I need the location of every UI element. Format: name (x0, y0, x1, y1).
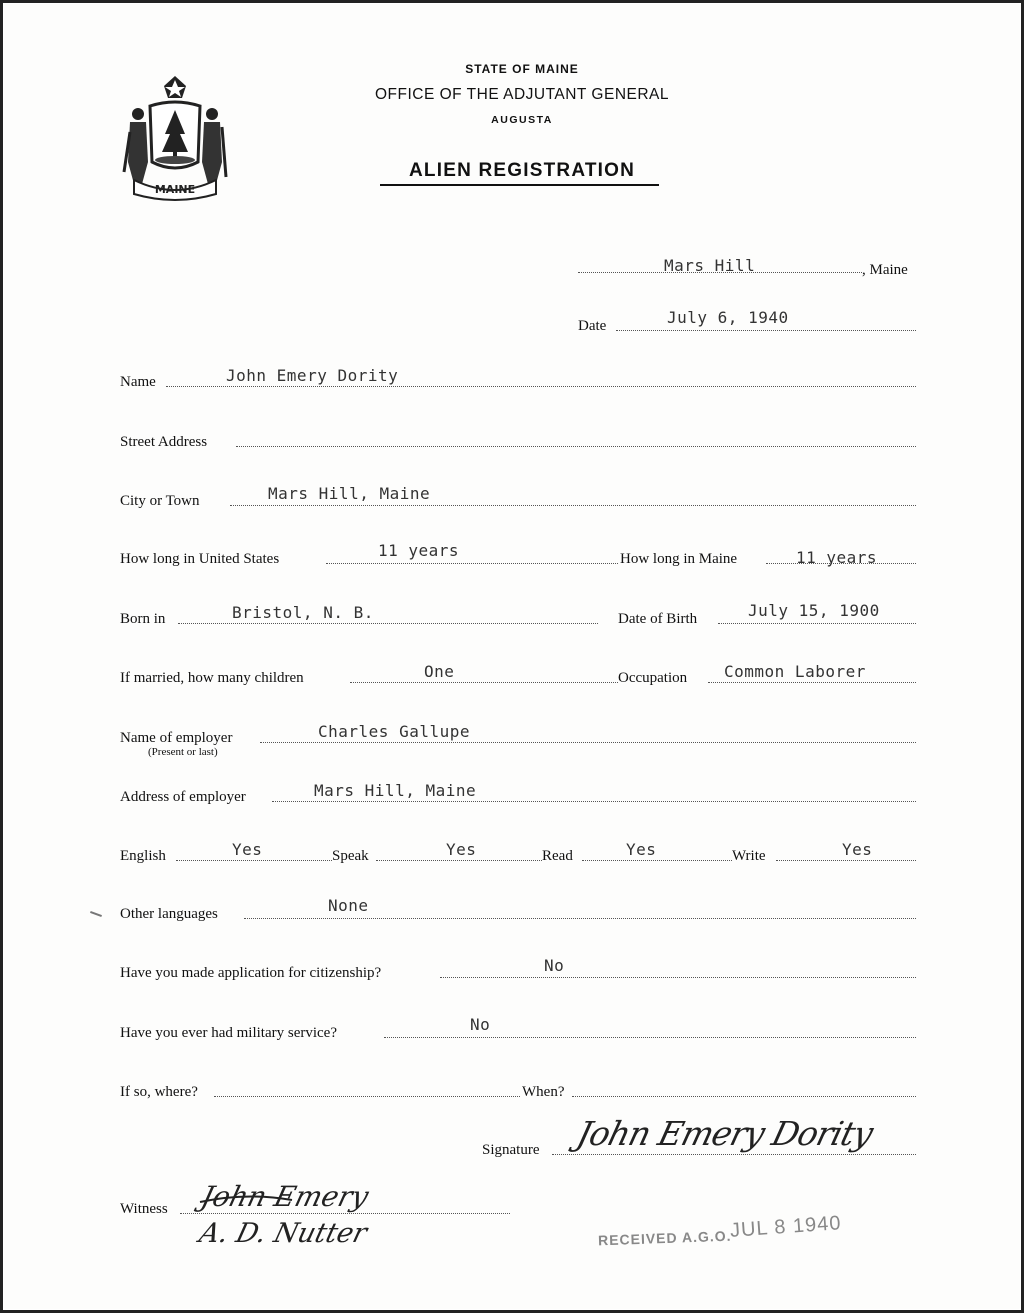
children-label: If married, how many children (120, 670, 304, 686)
date-line (616, 330, 916, 331)
witness-label: Witness (120, 1201, 168, 1217)
speak-label: Speak (332, 848, 369, 864)
witness-signature-2[interactable]: A. D. Nutter (196, 1218, 370, 1249)
svg-text:MAINE: MAINE (154, 183, 196, 196)
children-value[interactable]: One (424, 662, 455, 681)
citizenship-value[interactable]: No (544, 956, 565, 975)
witness-signature-1[interactable]: John Emery (197, 1180, 372, 1213)
street-label: Street Address (120, 434, 208, 450)
english-label: English (120, 848, 166, 864)
employer-label: Name of employer (120, 730, 233, 746)
read-value[interactable]: Yes (626, 840, 657, 859)
other-languages-label: Other languages (120, 906, 218, 922)
employer-line (260, 742, 916, 743)
write-line (776, 860, 916, 861)
citizenship-line (440, 977, 916, 978)
employer-address-label: Address of employer (120, 789, 246, 805)
employer-address-value[interactable]: Mars Hill, Maine (314, 781, 477, 800)
children-line (350, 682, 618, 683)
where-label: If so, where? (120, 1084, 198, 1100)
military-line (384, 1037, 916, 1038)
how-long-us-line (326, 563, 618, 564)
header-city: AUGUSTA (491, 114, 553, 126)
english-line (176, 860, 332, 861)
street-line (236, 446, 916, 447)
dob-value[interactable]: July 15, 1900 (748, 601, 880, 620)
born-in-label: Born in (120, 611, 166, 627)
place-value[interactable]: Mars Hill (664, 256, 756, 275)
form-title: ALIEN REGISTRATION (408, 160, 636, 181)
when-line (572, 1096, 916, 1097)
english-value[interactable]: Yes (232, 840, 263, 859)
employer-address-line (272, 801, 916, 802)
write-value[interactable]: Yes (842, 840, 873, 859)
citizenship-label: Have you made application for citizenship? (120, 965, 382, 981)
occupation-line (708, 682, 916, 683)
date-label: Date (578, 318, 607, 334)
how-long-us-value[interactable]: 11 years (378, 541, 460, 560)
occupation-value[interactable]: Common Laborer (724, 662, 866, 681)
occupation-label: Occupation (618, 670, 688, 686)
how-long-us-label: How long in United States (120, 551, 280, 567)
where-line (214, 1096, 520, 1097)
dob-line (718, 623, 916, 624)
name-value[interactable]: John Emery Dority (226, 366, 399, 385)
speak-line (376, 860, 542, 861)
born-in-value[interactable]: Bristol, N. B. (232, 603, 374, 622)
name-line (166, 386, 916, 387)
read-label: Read (542, 848, 573, 864)
header-office: OFFICE OF THE ADJUTANT GENERAL (374, 86, 670, 103)
other-languages-value[interactable]: None (328, 896, 369, 915)
received-stamp-text: RECEIVED A.G.O. (597, 1227, 732, 1249)
speak-value[interactable]: Yes (446, 840, 477, 859)
dob-label: Date of Birth (618, 611, 698, 627)
received-stamp-date: JUL 8 1940 (729, 1212, 843, 1242)
employer-value[interactable]: Charles Gallupe (318, 722, 470, 741)
place-suffix: , Maine (862, 262, 908, 278)
signature-label: Signature (482, 1142, 540, 1158)
read-line (582, 860, 732, 861)
how-long-maine-value[interactable]: 11 years (796, 548, 878, 567)
date-value[interactable]: July 6, 1940 (667, 308, 789, 327)
header-state: STATE OF MAINE (465, 62, 579, 76)
signature-line (552, 1154, 916, 1155)
city-line (230, 505, 916, 506)
military-value[interactable]: No (470, 1015, 491, 1034)
write-label: Write (732, 848, 766, 864)
how-long-maine-label: How long in Maine (620, 551, 738, 567)
witness-line (180, 1213, 510, 1214)
signature-handwritten[interactable]: John Emery Dority (573, 1114, 877, 1153)
witness-strikethrough (198, 1186, 294, 1212)
when-label: When? (522, 1084, 565, 1100)
title-underline (380, 184, 659, 186)
name-label: Name (120, 374, 156, 390)
military-label: Have you ever had military service? (120, 1025, 337, 1041)
city-value[interactable]: Mars Hill, Maine (268, 484, 431, 503)
born-in-line (178, 623, 598, 624)
city-label: City or Town (120, 493, 200, 509)
other-languages-line (244, 918, 916, 919)
employer-sublabel: (Present or last) (148, 746, 218, 758)
